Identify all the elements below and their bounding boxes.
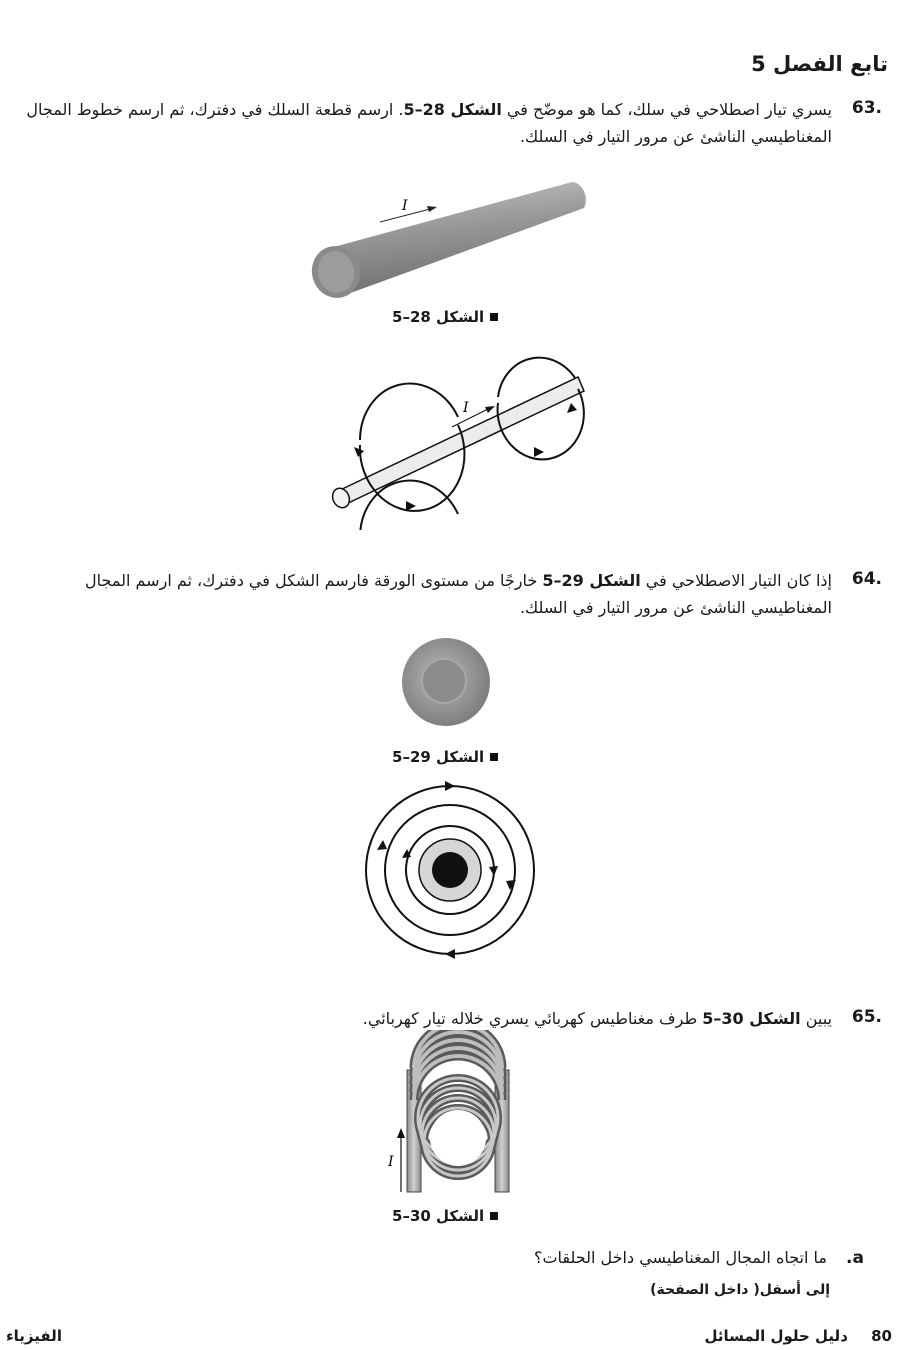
- question-text: يبين الشكل 30–5 طرف مغناطيس كهربائي يسري خلاله تيار كهربائي.: [362, 1009, 832, 1028]
- question-63: [2, 96, 882, 150]
- question-number: .65: [851, 1007, 882, 1027]
- figure-5-28-answer-field-loops: [320, 355, 600, 530]
- question-64: [2, 567, 882, 621]
- caption-bullet: [490, 753, 498, 761]
- sub-question-text: ما اتجاه المجال المغناطيسي داخل الحلقات؟: [533, 1248, 827, 1267]
- caption-bullet: [490, 1212, 498, 1220]
- figure-5-29-wire-cross-section: [396, 632, 496, 732]
- figure-caption-5-29: الشكل 29–5: [392, 748, 498, 766]
- question-number: .63: [851, 98, 882, 118]
- book-title: دليل حلول المسائل: [704, 1327, 848, 1345]
- current-label: I: [463, 400, 469, 416]
- sub-question-a: [534, 1248, 864, 1268]
- current-label: I: [388, 1154, 394, 1170]
- figure-5-28-wire: [300, 170, 600, 310]
- sub-question-letter: a.: [846, 1248, 864, 1268]
- caption-bullet: [490, 313, 498, 321]
- figure-5-29-answer-field-circles: [360, 780, 540, 960]
- figure-caption-5-28: الشكل 28–5: [392, 308, 498, 326]
- question-text: يسري تيار اصطلاحي في سلك، كما هو موضّح في الشكل 28–5. ارسم قطعة السلك في دفترك، ثم ارسم خطوط المجال المغناطيسي الناشئ عن مرور التيار في السلك.: [26, 100, 832, 146]
- footer-subject: الفيزياء: [6, 1327, 62, 1345]
- question-65: [2, 1005, 882, 1032]
- answer-a: إلى أسفل( داخل الصفحة): [650, 1282, 830, 1298]
- page-number: 80: [871, 1327, 892, 1345]
- current-label: I: [402, 198, 408, 214]
- question-number: .64: [851, 569, 882, 589]
- chapter-heading: تابع الفصل 5: [751, 52, 888, 76]
- figure-5-30-coil: [385, 1030, 525, 1200]
- footer-page-info: [705, 1327, 893, 1345]
- figure-caption-5-30: الشكل 30–5: [392, 1207, 498, 1225]
- question-text: إذا كان التيار الاصطلاحي في الشكل 29–5 خارجًا من مستوى الورقة فارسم الشكل في دفترك، ثم ارسم المجال المغناطيسي الناشئ عن مرور التيار في السلك.: [85, 571, 832, 617]
